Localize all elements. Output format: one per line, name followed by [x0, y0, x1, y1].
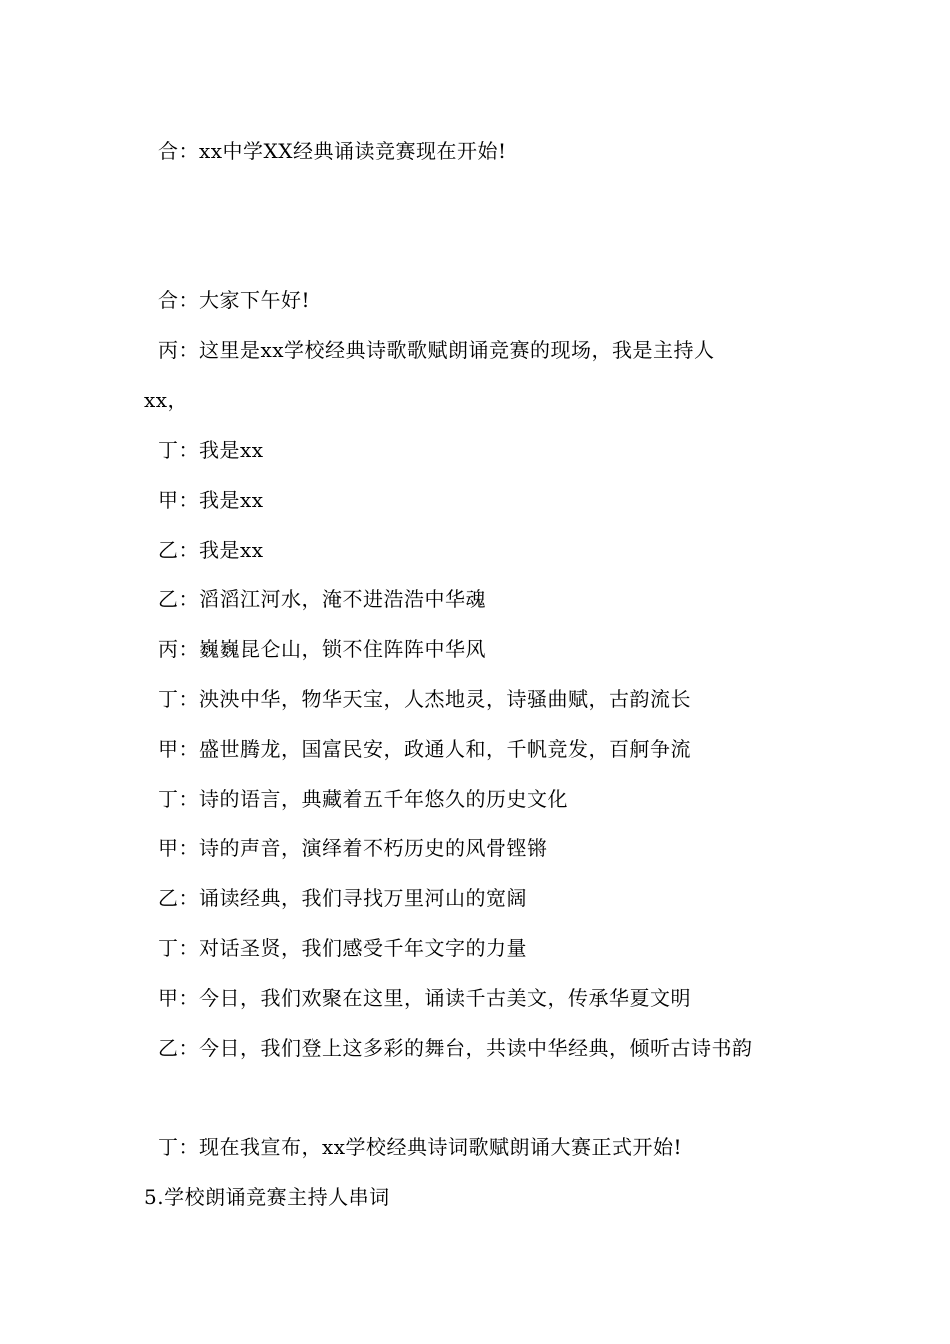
text-line: 丁：现在我宣布，xx学校经典诗词歌赋朗诵大赛正式开始! — [158, 1135, 683, 1159]
text-line: 乙：今日，我们登上这多彩的舞台，共读中华经典，倾听古诗书韵 — [158, 1036, 753, 1060]
text-line: 丙：这里是xx学校经典诗歌歌赋朗诵竞赛的现场，我是主持人 — [158, 338, 715, 362]
text-line: 合：xx中学XX经典诵读竞赛现在开始! — [158, 139, 507, 163]
text-line: 乙：诵读经典，我们寻找万里河山的宽阔 — [158, 886, 527, 910]
text-line: 甲：我是xx — [158, 488, 264, 512]
text-line: 丁：我是xx — [158, 438, 264, 462]
text-line: xx， — [144, 388, 189, 412]
text-line: 合：大家下午好! — [158, 288, 311, 312]
text-line: 丁：诗的语言，典藏着五千年悠久的历史文化 — [158, 787, 568, 811]
text-line: 甲：盛世腾龙，国富民安，政通人和，千帆竞发，百舸争流 — [158, 737, 691, 761]
text-line: 甲：诗的声音，演绎着不朽历史的风骨铿锵 — [158, 836, 548, 860]
text-line: 丁：对话圣贤，我们感受千年文字的力量 — [158, 936, 527, 960]
text-line: 丁：泱泱中华，物华天宝，人杰地灵，诗骚曲赋，古韵流长 — [158, 687, 691, 711]
text-line: 甲：今日，我们欢聚在这里，诵读千古美文，传承华夏文明 — [158, 986, 691, 1010]
text-line: 丙：巍巍昆仑山，锁不住阵阵中华风 — [158, 637, 486, 661]
text-line: 乙：滔滔江河水，淹不进浩浩中华魂 — [158, 587, 486, 611]
section-heading: 5.学校朗诵竞赛主持人串词 — [144, 1185, 390, 1209]
text-line: 乙：我是xx — [158, 538, 264, 562]
